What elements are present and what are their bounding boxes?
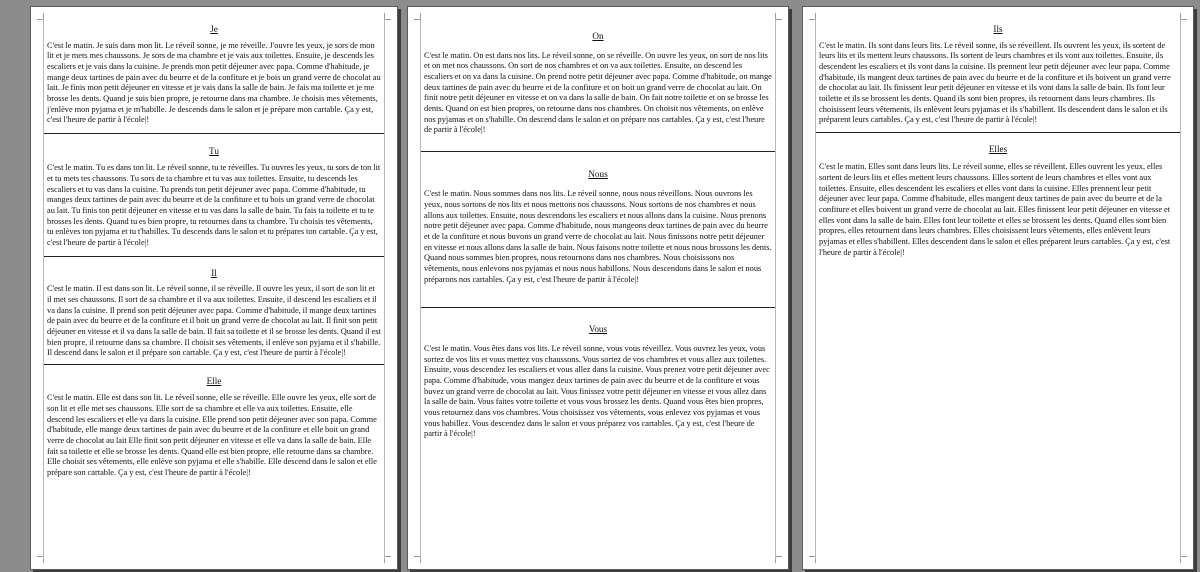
margin-marker	[775, 556, 782, 563]
page-text-area[interactable]	[43, 19, 385, 559]
section-title: Je	[210, 24, 218, 34]
section-body[interactable]: C'est le matin. Elle est dans son lit. Le réveil sonne, elle se réveille. Elle ouvre les yeux, elle sort de son lit et elle met ses chaussons. Elle sort de sa chambre et elle va aux toilettes. Ensuite, elle descend les escaliers et elle va dans la cuisine. Elle prend son petit déjeuner avec son papa. Comme d'habitude, elle mange deux tartines de pain avec du beurre et de la confiture et elle boit un grand verre de chocolat au lait Elle finit son petit déjeuner en vitesse et elle va dans la salle de bain. Elle fait sa toilette et elle se brosse les dents. Quand elle est bien propre, elle retourne dans sa chambre. Elle choisit ses vêtements, elle enlève son pyjama et elle s'habille. Elle descend dans le salon et elle prépare son cartable. Ça y est, c'est l'heure de partir à l'école|!	[47, 393, 377, 478]
section-title: On	[592, 31, 604, 41]
document-page-1	[30, 6, 398, 570]
margin-marker	[384, 556, 391, 563]
section-title: Tu	[209, 145, 219, 156]
section-elles	[816, 133, 1180, 259]
section-tu	[44, 134, 384, 257]
document-page-3	[802, 6, 1194, 570]
margin-marker	[1180, 13, 1187, 20]
section-elle	[44, 365, 384, 479]
margin-marker	[1180, 556, 1187, 563]
section-je	[44, 19, 384, 134]
section-body[interactable]: C'est le matin. Vous êtes dans vos lits. Le réveil sonne, vous vous réveillez. Vous ouvrez les yeux, vous sortez de vos lits et vous mettez vos chaussons. Vous sortez de vos chambres et vous allez aux toilettes. Ensuite, vous descendez les escaliers et vous allez dans la cuisine. Vous prenez votre petit déjeuner avec papa. Comme d'habitude, vous mangez deux tartines de pain avec du beurre et de la confiture et vous buvez un grand verre de chocolat au lait. Vous finissez votre petit déjeuner en vitesse et vous allez dans la salle de bain. Vous faites votre toilette et vous vous brossez les dents. Quand vous êtes bien propres, vous retournez dans vos chambres. Vous choisissez vos vêtements, vous enlevez vos pyjamas et vous vous habillez. Vous descendez dans le salon et vous préparez vos cartables. Ça y est, c'est l'heure de partir à l'école|!	[424, 343, 770, 439]
section-on	[421, 19, 775, 152]
section-body[interactable]: C'est le matin. Tu es dans ton lit. Le réveil sonne, tu te réveilles. Tu ouvres les yeux, tu sors de ton lit et tu mets tes chaussons. Tu sors de ta chambre et tu vas aux toilettes. Ensuite, tu descends les escaliers et tu vas dans la cuisine. Tu prends ton petit déjeuner avec papa. Comme d'habitude, tu manges deux tartines de pain avec du beurre et de la confiture et tu bois un grand verre de chocolat au lait. Tu finis ton petit déjeuner en vitesse et tu vas dans la salle de bain. Tu fais ta toilette et tu te brosses les dents. Quand tu es bien propre, tu retournes dans ta chambre. Tu choisis tes vêtements, tu enlèves ton pyjama et tu t'habilles. Tu descends dans le salon et tu prépares ton cartable. Ça y est, c'est l'heure de partir à l'école|!	[47, 163, 381, 248]
section-title: Ils	[993, 24, 1003, 34]
section-vous	[421, 308, 775, 440]
margin-marker	[384, 13, 391, 20]
section-body[interactable]: C'est le matin. On est dans nos lits. Le réveil sonne, on se réveille. On ouvre les yeux, on sort de nos lits et on met nos chaussons. On sort de nos chambres et on va aux toilettes. Ensuite, on descend les escaliers et on va dans la cuisine. On prend notre petit déjeuner avec papa. Comme d'habitude, on mange deux tartines de pain avec du beurre et de la confiture et on boit un grand verre de chocolat au lait. On finit notre petit déjeuner en vitesse et on va dans la salle de bain. On fait notre toilette et on se brosse les dents. Quand on est bien propres, on retourne dans nos chambres. On choisit nos vêtements, on enlève nos pyjamas et on s'habille. On descend dans le salon et on prépare nos cartables. Ça y est, c'est l'heure de partir à l'école|!	[424, 50, 772, 135]
section-body[interactable]: C'est le matin. Il est dans son lit. Le réveil sonne, il se réveille. Il ouvre les yeux, il sort de son lit et il met ses chaussons. Il sort de sa chambre et il va aux toilettes. Ensuite, il descend les escaliers et il va dans la cuisine. Il prend son petit déjeuner avec papa. Comme d'habitude, il mange deux tartines de pain avec du beurre et de la confiture et il boit un grand verre de chocolat au lait. Il finit son petit déjeuner en vitesse et il va dans la salle de bain. Il fait sa toilette et il se brosse les dents. Quand il est bien propre, il retourne dans sa chambre. Il choisit ses vêtements, il enlève son pyjama et il s'habille. Il descend dans le salon et il prépare son cartable. Ça y est, c'est l'heure de partir à l'école|!	[47, 284, 381, 358]
document-page-2	[407, 6, 789, 570]
section-title: Vous	[588, 324, 608, 335]
section-title: Il	[211, 267, 217, 278]
page-text-area[interactable]	[815, 19, 1181, 559]
section-title: Nous	[588, 168, 608, 179]
section-il	[44, 257, 384, 365]
section-title: Elles	[988, 143, 1008, 154]
margin-marker	[775, 13, 782, 20]
section-body[interactable]: C'est le matin. Elles sont dans leurs lits. Le réveil sonne, elles se réveillent. Elles ouvrent les yeux, elles sortent de leurs lits et elles mettent leurs chaussons. Elles sortent de leurs chambres et elles vont aux toilettes. Ensuite, elles descendent les escaliers et elles vont dans la cuisine. Elles prennent leur petit déjeuner avec leur papa. Comme d'habitude, elles mangent deux tartines de pain avec du beurre et de la confiture et elles boivent un grand verre de chocolat au lait. Elles finissent leur petit déjeuner en vitesse et elles vont dans la salle de bain. Elles font leur toilette et elles se brossent les dents. Quand elles sont bien propres, elles retournent dans leurs chambres. Elles choisissent leurs vêtements, elles enlèvent leurs pyjamas et elles s'habillent. Elles descendent dans le salon et elles préparent leurs cartables. Ça y est, c'est l'heure de partir à l'école|!	[819, 162, 1171, 257]
section-nous	[421, 152, 775, 309]
section-ils	[816, 19, 1180, 133]
section-title: Elle	[206, 375, 222, 386]
section-body[interactable]: C'est le matin. Ils sont dans leurs lits. Le réveil sonne, ils se réveillent. Ils ouvrent les yeux, ils sortent de leurs lits et ils mettent leurs chaussons. Ils sortent de leurs chambres et ils vont aux toilettes. Ensuite, ils descendent les escaliers et ils vont dans la cuisine. Ils prennent leur petit déjeuner avec leur papa. Comme d'habitude, ils mangent deux tartines de pain avec du beurre et de la confiture et ils boivent un grand verre de chocolat au lait. Ils finissent leur petit déjeuner en vitesse et ils vont dans la salle de bain. Ils font leur toilette et ils se brossent les dents. Quand ils sont bien propres, ils retournent dans leurs chambres. Ils choisissent leurs vêtements, ils enlèvent leurs pyjamas et ils s'habillent. Ils descendent dans le salon et ils préparent leurs cartables. Ça y est, c'est l'heure de partir à l'école|!	[819, 40, 1171, 125]
section-body[interactable]: C'est le matin. Nous sommes dans nos lits. Le réveil sonne, nous nous réveillons. Nous ouvrons les yeux, nous sortons de nos lits et nous mettons nos chaussons. Nous sortons de nos chambres et nous allons aux toilettes. Ensuite, nous descendons les escaliers et nous allons dans la cuisine. Nous prenons notre petit déjeuner avec papa. Comme d'habitude, nous mangeons deux tartines de pain avec du beurre et de la confiture et nous buvons un grand verre de chocolat au lait. Nous finissons notre petit déjeuner en vitesse et nous allons dans la salle de bain. Nous faisons notre toilette et nous nous brossons les dents. Quand nous sommes bien propres, nous retournons dans nos chambres. Nous choisissons nos vêtements, nous enlevons nos pyjamas et nous nous habillons. Nous descendons dans le salon et nous préparons nos cartables. Ça y est, c'est l'heure de partir à l'école|!	[424, 189, 772, 284]
section-body[interactable]: C'est le matin. Je suis dans mon lit. Le réveil sonne, je me réveille. J'ouvre les yeux, je sors de mon lit et je mets mes chaussons. Je sors de ma chambre et je vais aux toilettes. Ensuite, je descends les escaliers et je vais dans la cuisine. Je prends mon petit déjeuner avec papa. Comme d'habitude, je mange deux tartines de pain avec du beurre et de la confiture et je bois un grand verre de chocolat au lait. Je finis mon petit déjeuner en vitesse et je vais dans la salle de bain. Je fais ma toilette et je me brosse les dents. Quand je suis bien propre, je retourne dans ma chambre. Je choisis mes vêtements, j'enlève mon pyjama et je m'habille. Je descends dans le salon et je prépare mon cartable. Ça y est, c'est l'heure de partir à l'école|!	[47, 40, 381, 125]
page-text-area[interactable]	[420, 19, 776, 559]
